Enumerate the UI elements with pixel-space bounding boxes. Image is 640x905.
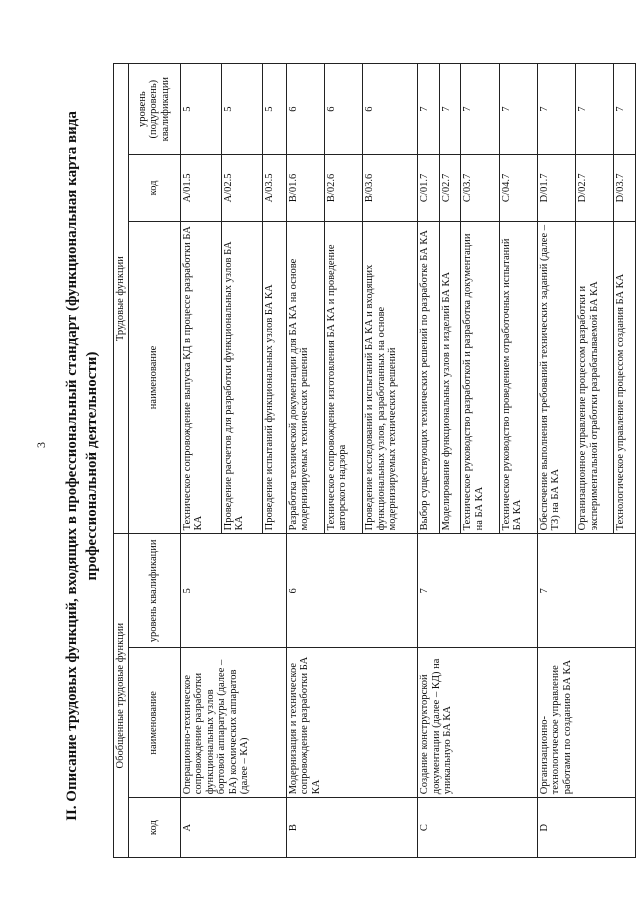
function-code: A/01.5 — [180, 155, 221, 221]
function-name: Проведение расчетов для разработки функциональных узлов БА КА — [221, 221, 262, 534]
table-row — [418, 64, 439, 858]
function-code: C/04.7 — [499, 155, 537, 221]
function-code: D/03.7 — [614, 155, 636, 221]
group-code: D — [537, 798, 635, 858]
table-row — [537, 64, 575, 858]
function-level: 5 — [221, 64, 262, 155]
function-code: C/03.7 — [461, 155, 499, 221]
function-name: Моделирование функциональных узлов и изделий БА КА — [439, 221, 460, 534]
function-code-header: код — [128, 155, 180, 221]
function-code: B/01.6 — [286, 155, 324, 221]
function-level: 7 — [614, 64, 636, 155]
table-row — [180, 64, 221, 858]
table-row — [286, 64, 324, 858]
function-level: 5 — [180, 64, 221, 155]
labor-functions-header: Трудовые функции — [114, 64, 129, 534]
function-name: Выбор существующих технических решений по разработке БА КА — [418, 221, 439, 534]
group-name: Операционно-техническое сопровождение разработки функциональных узлов бортовой аппаратуры (далее – БА) космических аппаратов (далее – КА) — [180, 648, 286, 798]
function-name: Проведение испытаний функциональных узлов БА КА — [263, 221, 286, 534]
function-name: Техническое руководство проведением отработочных испытаний БА КА — [499, 221, 537, 534]
group-code: B — [286, 798, 418, 858]
page-number: 3 — [34, 442, 48, 448]
function-name: Техническое сопровождение выпуска КД в процессе разработки БА КА — [180, 221, 221, 534]
function-level: 5 — [263, 64, 286, 155]
group-level: 6 — [286, 534, 418, 648]
function-level: 7 — [576, 64, 614, 155]
function-code: A/02.5 — [221, 155, 262, 221]
function-level: 6 — [324, 64, 362, 155]
group-level: 5 — [180, 534, 286, 648]
function-name: Разработка технической документации для БА КА на основе модернизируемых технических решений — [286, 221, 324, 534]
group-name: Организационно-технологическое управление работами по созданию БА КА — [537, 648, 635, 798]
function-level: 7 — [418, 64, 439, 155]
group-name: Модернизация и техническое сопровождение разработки БА КА — [286, 648, 418, 798]
function-code: B/02.6 — [324, 155, 362, 221]
function-code: C/02.7 — [439, 155, 460, 221]
page-heading: II. Описание трудовых функций, входящих в профессиональный стандарт (функциональная карта вида профессиональной деятельности) — [64, 111, 100, 821]
function-code: D/02.7 — [576, 155, 614, 221]
function-level-header: уровень (подуровень) квалификации — [128, 64, 180, 155]
function-level: 6 — [286, 64, 324, 155]
group-code: A — [180, 798, 286, 858]
group-code: C — [418, 798, 537, 858]
function-name: Организационное управление процессом разработки и экспериментальной отработки разрабатываемой БА КА — [576, 221, 614, 534]
group-name: Создание конструкторской документации (далее – КД) на уникальную БА КА — [418, 648, 537, 798]
function-name: Проведение исследований и испытаний БА КА и входящих функциональных узлов, разработанных на основе модернизируемых технических решений — [363, 221, 418, 534]
generalized-functions-header: Обобщенные трудовые функции — [114, 534, 129, 858]
function-level: 7 — [439, 64, 460, 155]
group-level: 7 — [418, 534, 537, 648]
function-level: 7 — [499, 64, 537, 155]
function-code: D/01.7 — [537, 155, 575, 221]
function-name: Техническое сопровождение изготовления БА КА и проведение авторского надзора — [324, 221, 362, 534]
function-code: A/03.5 — [263, 155, 286, 221]
function-level: 6 — [363, 64, 418, 155]
functional-map-table — [113, 63, 636, 858]
name-header: наименование — [128, 648, 180, 798]
code-header: код — [128, 798, 180, 858]
function-name-header: наименование — [128, 221, 180, 534]
functional-map-table-wrapper — [113, 63, 636, 858]
function-name: Техническое руководство разработкой и разработка документации на БА КА — [461, 221, 499, 534]
function-name: Технологическое управление процессом создания БА КА — [614, 221, 636, 534]
level-header: уровень квалификации — [128, 534, 180, 648]
function-code: B/03.6 — [363, 155, 418, 221]
function-level: 7 — [537, 64, 575, 155]
function-level: 7 — [461, 64, 499, 155]
function-code: C/01.7 — [418, 155, 439, 221]
group-level: 7 — [537, 534, 635, 648]
function-name: Обеспечение выполнения требований технических заданий (далее – ТЗ) на БА КА — [537, 221, 575, 534]
